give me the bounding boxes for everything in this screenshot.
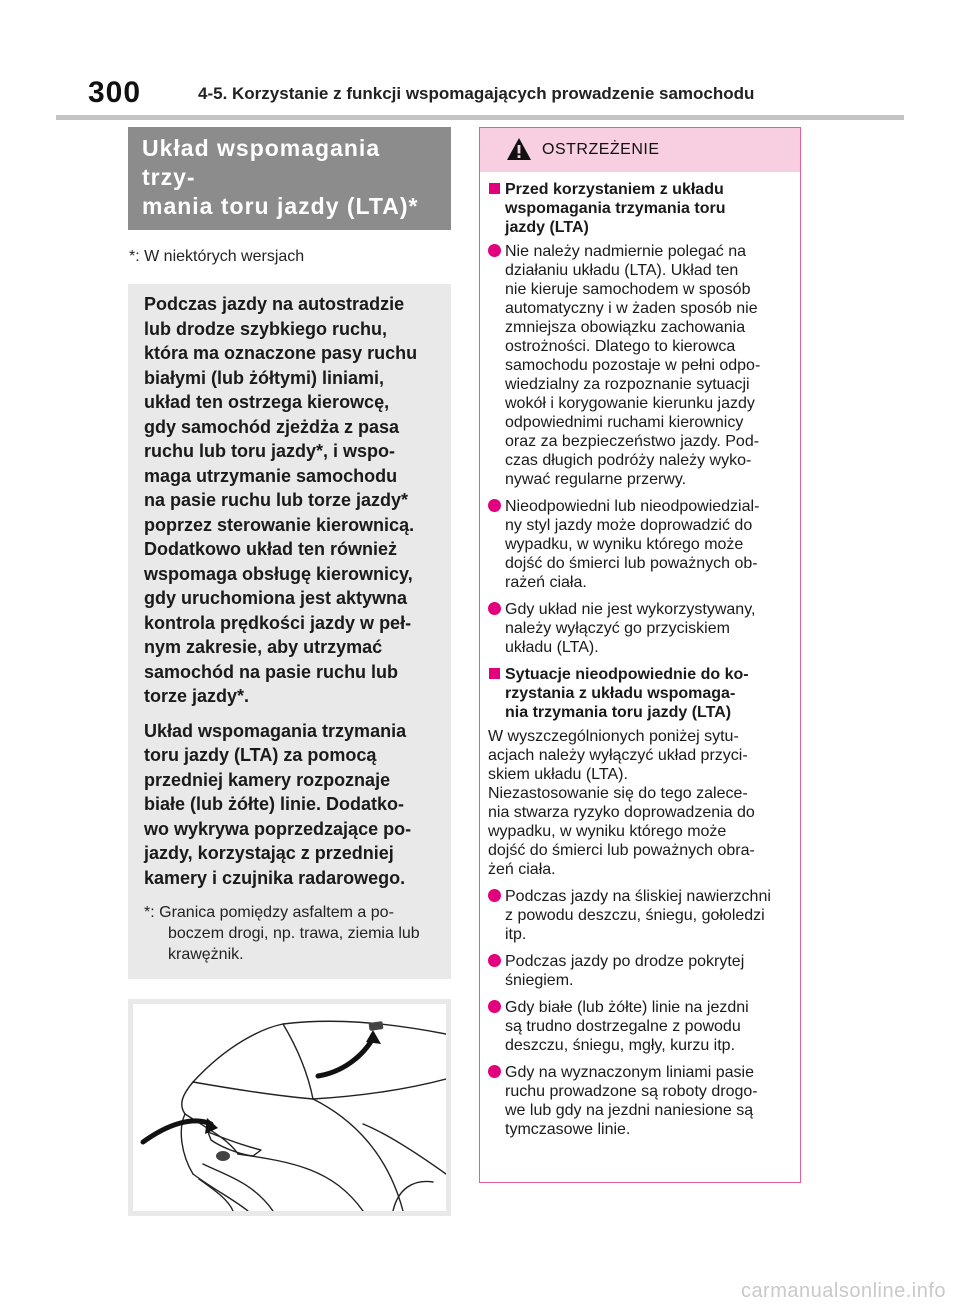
list-item-text: Gdy białe (lub żółte) linie na jezdni są trudno dostrzegalne z powodu deszczu, śniegu, mgły, kurzu itp.	[505, 999, 749, 1054]
warning-heading-2	[488, 665, 792, 722]
warning-heading-2-text: Sytuacje nieodpowiednie do ko- rzystania z układu wspomaga- nia trzymania toru jazdy (LTA)	[505, 666, 749, 721]
list-item-text: Gdy na wyznaczonym liniami pasie ruchu prowadzone są roboty drogo- we lub gdy na jezdni naniesione są tymczasowe linie.	[505, 1064, 758, 1138]
circle-bullet-icon	[488, 602, 501, 615]
header-divider	[56, 115, 904, 120]
list-item-text: Podczas jazdy na śliskiej nawierzchni z powodu deszczu, śniegu, gołoledzi itp.	[505, 888, 771, 943]
warning-triangle-icon	[506, 137, 532, 161]
list-item-text: Podczas jazdy po drodze pokrytej śniegiem.	[505, 953, 745, 989]
car-illustration-frame	[133, 1004, 446, 1211]
version-note: *: W niektórych wersjach	[129, 248, 305, 265]
circle-bullet-icon	[488, 1000, 501, 1013]
circle-bullet-icon	[488, 954, 501, 967]
circle-bullet-icon	[488, 244, 501, 257]
intro-paragraph-2: Układ wspomagania trzymania toru jazdy (LTA) za pomocą przedniej kamery rozpoznaje białe (lub żółte) linie. Dodatko- wo wykrywa poprzedzające po- jazdy, korzystając z przedniej kamery i czujnika radarowego.	[144, 720, 412, 888]
warning-box	[479, 127, 801, 1183]
car-front-sensors-drawing	[133, 1004, 446, 1211]
list-item-text: Gdy układ nie jest wykorzystywany, należy wyłączyć go przyciskiem układu (LTA).	[505, 601, 756, 656]
warning-body	[480, 172, 800, 1139]
square-bullet-icon	[489, 183, 500, 194]
warning-paragraph: W wyszczególnionych poniżej sytu- acjach należy wyłączyć układ przyci- skiem układu (LTA). Niezastosowanie się do tego zalece- nia stwarza ryzyko doprowadzenia do wypadku, w wyniku którego może dojść do śmierci lub poważnych obra- żeń ciała.	[488, 728, 755, 878]
list-item	[488, 497, 792, 592]
square-bullet-icon	[489, 668, 500, 679]
list-item	[488, 1063, 792, 1139]
car-illustration	[128, 999, 451, 1216]
circle-bullet-icon	[488, 499, 501, 512]
chapter-title: 4-5. Korzystanie z funkcji wspomagających prowadzenie samochodu	[198, 84, 755, 103]
list-item	[488, 600, 792, 657]
list-item-text: Nieodpowiedni lub nieodpowiedzial- ny styl jazdy może doprowadzić do wypadku, w wyniku którego może dojść do śmierci lub poważnych ob- rażeń ciała.	[505, 498, 760, 591]
list-item	[488, 242, 792, 489]
section-title: Układ wspomagania trzy- mania toru jazdy (LTA)*	[128, 127, 451, 230]
intro-box	[128, 284, 451, 979]
page-header	[0, 0, 960, 120]
list-item	[488, 952, 792, 990]
warning-header	[480, 128, 800, 172]
list-item	[488, 887, 792, 944]
warning-title: OSTRZEŻENIE	[542, 141, 660, 158]
watermark[interactable]: carmanualsonline.info	[740, 1280, 946, 1302]
warning-heading-1	[488, 180, 792, 237]
circle-bullet-icon	[488, 889, 501, 902]
circle-bullet-icon	[488, 1065, 501, 1078]
list-item-text: Nie należy nadmiernie polegać na działaniu układu (LTA). Układ ten nie kieruje samochodem w sposób automatyczny i w żaden sposób nie zmniejsza obowiązku zachowania ostrożności. Dlatego to kierowca samochodu pozostaje w pełni odpo- wiedzialny za rozpoznanie sytuacji wokół i korygowanie kierunku jazdy odpowiednimi ruchami kierownicy oraz za bezpieczeństwo jazdy. Pod- czas długich podróży należy wyko- nywać regularne przerwy.	[505, 243, 761, 488]
intro-paragraph-1: Podczas jazdy na autostradzie lub drodze szybkiego ruchu, która ma oznaczone pasy ruchu białymi (lub żółtymi) liniami, układ ten ostrzega kierowcę, gdy samochód zjeżdża z pasa ruchu lub toru jazdy*, i wspo- maga utrzymanie samochodu na pasie ruchu lub torze jazdy* poprzez sterowanie kierownicą. Dodatkowo układ ten również wspomaga obsługę kierownicy, gdy uruchomiona jest aktywna kontrola prędkości jazdy w peł- nym zakresie, aby utrzymać samochód na pasie ruchu lub torze jazdy*.	[144, 294, 418, 706]
left-column	[128, 127, 451, 1216]
list-item	[488, 998, 792, 1055]
warning-heading-1-text: Przed korzystaniem z układu wspomagania trzymania toru jazdy (LTA)	[505, 181, 726, 236]
footnote: *: Granica pomiędzy asfaltem a po- boczem drogi, np. trawa, ziemia lub krawężnik.	[144, 904, 420, 963]
page-number: 300	[88, 76, 142, 109]
